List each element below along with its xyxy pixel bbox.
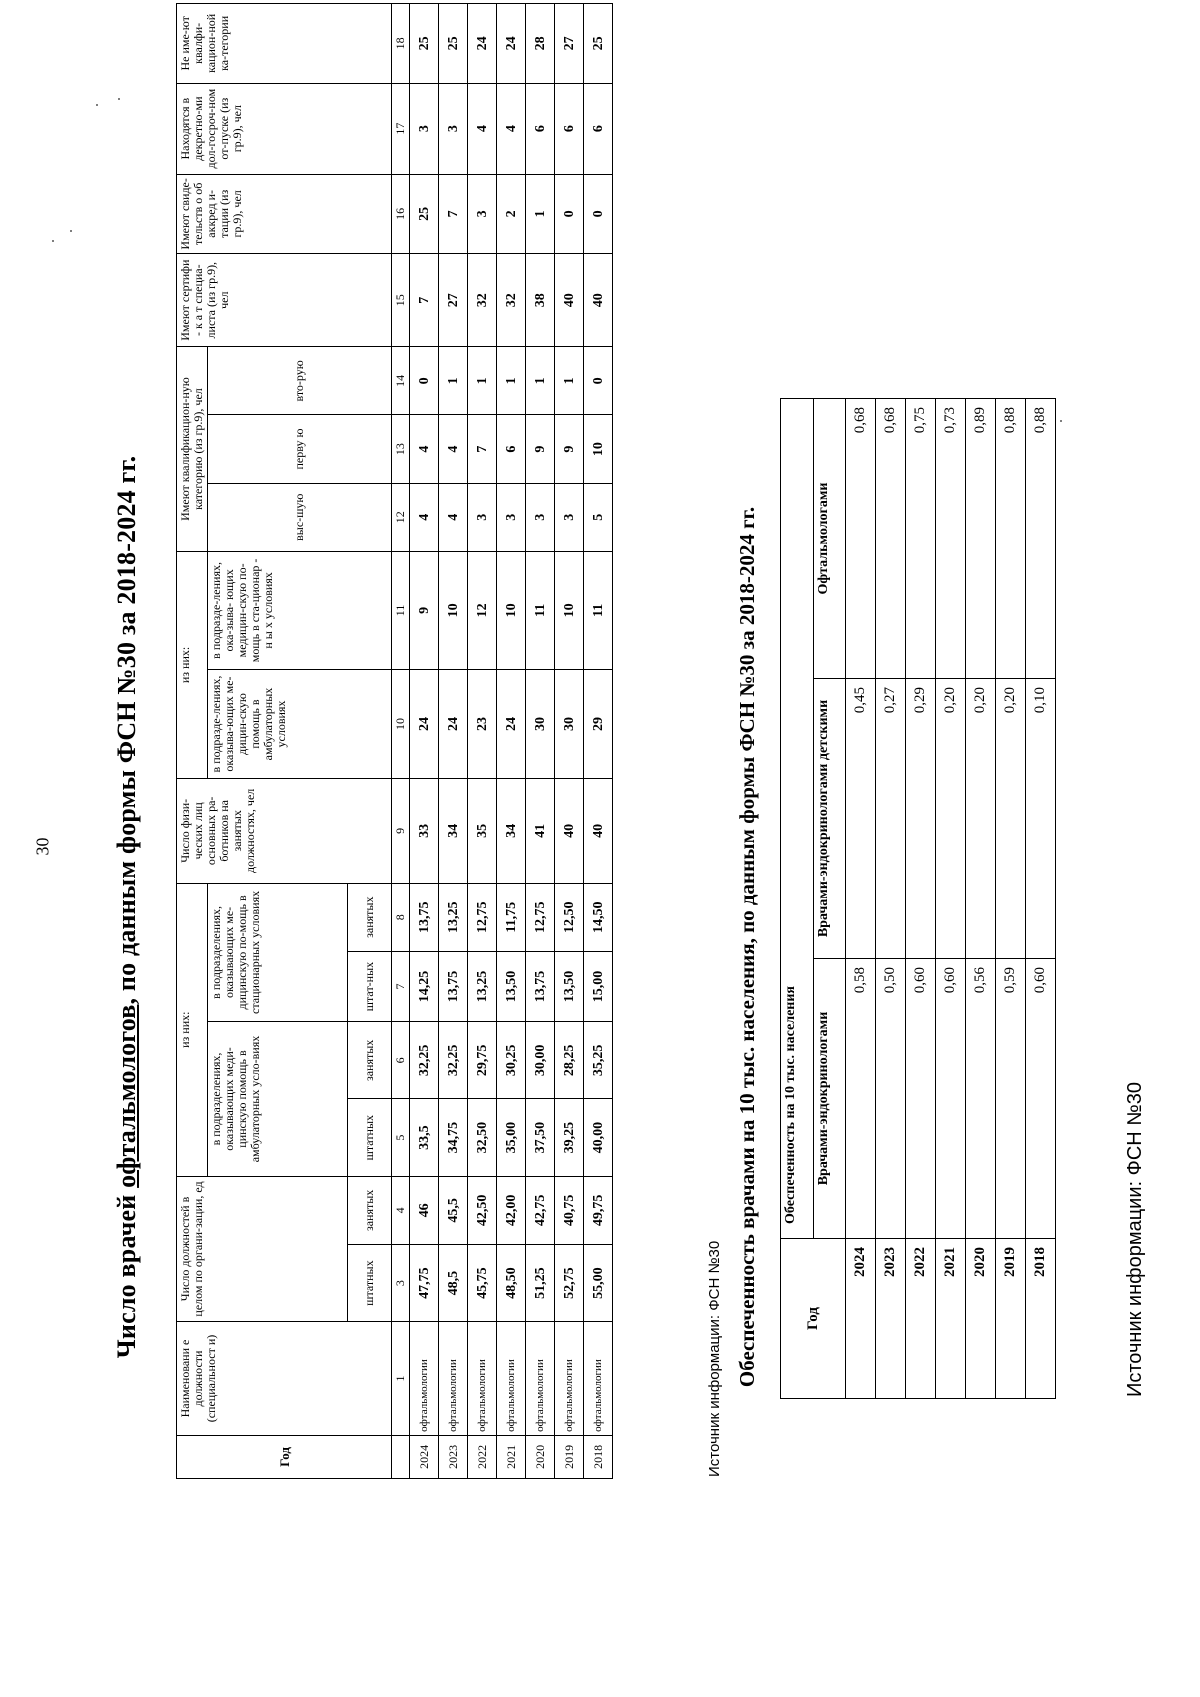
header-staff: штатных [348, 1099, 392, 1176]
col-number: 18 [392, 4, 410, 84]
table-cell-c8: 11,75 [497, 883, 526, 951]
t2-cell-year: 2020 [966, 1239, 996, 1399]
table-cell-c17: 4 [497, 83, 526, 174]
table-cell-name: офтальмологии [497, 1322, 526, 1436]
table-row [1026, 398, 1056, 1398]
header-accreditation: Имеют свиде-тельств о об аккред и-тации (из гр.9), чел [177, 174, 392, 254]
table-cell-c10: 30 [526, 669, 555, 778]
header-highest: выс-шую [208, 483, 392, 551]
table-cell-c16: 2 [497, 174, 526, 254]
table-cell-c18: 25 [439, 4, 468, 84]
table-cell-year: 2022 [468, 1435, 497, 1478]
header-of-them-1: из них: [177, 883, 208, 1176]
table-cell-c6: 30,00 [526, 1022, 555, 1099]
table-cell-c14: 1 [526, 347, 555, 415]
header-qualification: Имеют квалификацион-ную категорию (из гр.9), чел [177, 347, 208, 552]
table-cell-c11: 10 [497, 551, 526, 669]
t2-cell-v2: 0,29 [906, 679, 936, 959]
table-cell-c9: 35 [468, 779, 497, 884]
table-cell-c12: 3 [468, 483, 497, 551]
table-cell-c5: 35,00 [497, 1099, 526, 1176]
table-cell-c18: 24 [497, 4, 526, 84]
header-occupied: занятых [348, 883, 392, 951]
table-cell-c12: 5 [584, 483, 613, 551]
t2-header-endocrinologists: Врачами-эндокринологами [813, 959, 846, 1239]
header-staff: штатных [348, 1244, 392, 1321]
table-cell-c8: 14,50 [584, 883, 613, 951]
col-number: 7 [392, 951, 410, 1021]
table-cell-c15: 32 [468, 254, 497, 347]
table-cell-c8: 12,75 [526, 883, 555, 951]
table-cell-c7: 15,00 [584, 951, 613, 1021]
table-cell-c10: 23 [468, 669, 497, 778]
document-title [112, 257, 142, 1557]
col-number: 17 [392, 83, 410, 174]
table-cell-c8: 13,75 [410, 883, 439, 951]
table-cell-c6: 28,25 [555, 1022, 584, 1099]
table-cell-name: офтальмологии [555, 1322, 584, 1436]
table-cell-c5: 39,25 [555, 1099, 584, 1176]
table-cell-c6: 29,75 [468, 1022, 497, 1099]
t2-cell-v2: 0,10 [1026, 679, 1056, 959]
table-cell-c3: 45,75 [468, 1244, 497, 1321]
table-cell-year: 2018 [584, 1435, 613, 1478]
table-cell-c11: 12 [468, 551, 497, 669]
table-cell-c6: 30,25 [497, 1022, 526, 1099]
table-cell-c15: 7 [410, 254, 439, 347]
table-cell-c4: 45,5 [439, 1176, 468, 1244]
t2-cell-v2: 0,45 [846, 679, 876, 959]
col-number: 8 [392, 883, 410, 951]
title-prefix: Число врачей [112, 1187, 141, 1359]
table-cell-c15: 40 [555, 254, 584, 347]
table-cell-c11: 10 [439, 551, 468, 669]
t2-cell-year: 2022 [906, 1239, 936, 1399]
t2-cell-v1: 0,60 [1026, 959, 1056, 1239]
table-cell-c6: 32,25 [410, 1022, 439, 1099]
table-cell-c17: 6 [584, 83, 613, 174]
table-cell-c4: 42,00 [497, 1176, 526, 1244]
table-cell-c12: 4 [410, 483, 439, 551]
table-row [906, 398, 936, 1398]
table-cell-c14: 1 [497, 347, 526, 415]
t2-header-child-endocrinologists: Врачами-эндокринологами детскими [813, 679, 846, 959]
column-number-row [392, 4, 410, 1479]
table-cell-c7: 13,75 [526, 951, 555, 1021]
table-cell-c13: 6 [497, 415, 526, 483]
header-inpatient-1: в подразделениях, оказывающих ме-дицинскую по-мощь в стационарных условиях [208, 883, 348, 1022]
table-cell-c13: 9 [555, 415, 584, 483]
table-cell-c17: 6 [555, 83, 584, 174]
table-cell-c11: 11 [584, 551, 613, 669]
table-row [555, 4, 584, 1479]
table-cell-c11: 10 [555, 551, 584, 669]
table-cell-c17: 3 [439, 83, 468, 174]
table-cell-c11: 9 [410, 551, 439, 669]
t2-header-group: Обеспеченность на 10 тыс. населения [781, 398, 814, 1238]
col-number: 4 [392, 1176, 410, 1244]
t2-header-year: Год [781, 1239, 846, 1399]
col-number: 6 [392, 1022, 410, 1099]
t2-cell-v1: 0,56 [966, 959, 996, 1239]
table-cell-c18: 28 [526, 4, 555, 84]
table-cell-c3: 52,75 [555, 1244, 584, 1321]
t2-cell-v1: 0,50 [876, 959, 906, 1239]
table-cell-c16: 1 [526, 174, 555, 254]
table-cell-year: 2019 [555, 1435, 584, 1478]
table-cell-c4: 49,75 [584, 1176, 613, 1244]
header-ambulatory-2: в подразде-лениях, оказыва-ющих ме-дицин-скую помощь в амбулаторных условиях [208, 669, 392, 778]
table-cell-year: 2020 [526, 1435, 555, 1478]
t2-cell-v2: 0,20 [936, 679, 966, 959]
table-cell-c15: 38 [526, 254, 555, 347]
table-cell-c14: 0 [410, 347, 439, 415]
header-no-category: Не име-ют квалфи-кацион-ной ка-тегории [177, 4, 392, 84]
t2-cell-year: 2024 [846, 1239, 876, 1399]
table-cell-c3: 48,50 [497, 1244, 526, 1321]
header-year: Год [177, 1435, 392, 1478]
table-cell-name: офтальмологии [439, 1322, 468, 1436]
t2-cell-v1: 0,60 [906, 959, 936, 1239]
table-cell-c3: 51,25 [526, 1244, 555, 1321]
col-number: 14 [392, 347, 410, 415]
table-cell-c17: 4 [468, 83, 497, 174]
source-note-1: Источник информации: ФСН №30 [706, 1240, 723, 1477]
table-cell-c9: 33 [410, 779, 439, 884]
table-row [876, 398, 906, 1398]
table-cell-c5: 33,5 [410, 1099, 439, 1176]
table-cell-c7: 13,25 [468, 951, 497, 1021]
table-cell-c4: 42,50 [468, 1176, 497, 1244]
table-cell-c7: 13,50 [555, 951, 584, 1021]
table-cell-c5: 34,75 [439, 1099, 468, 1176]
table-row [439, 4, 468, 1479]
table-cell-c3: 48,5 [439, 1244, 468, 1321]
table-cell-name: офтальмологии [410, 1322, 439, 1436]
col-number: 3 [392, 1244, 410, 1321]
t2-cell-v3: 0,89 [966, 398, 996, 678]
t2-header-ophthalmologists: Офтальмологами [813, 398, 846, 678]
table-cell-year: 2021 [497, 1435, 526, 1478]
header-ambulatory-1: в подразделениях, оказывающих меди-цинскую помощь в амбулаторных усло-виях [208, 1022, 348, 1177]
t2-cell-year: 2021 [936, 1239, 966, 1399]
header-inpatient-2: в подразде-лениях, ока-зыва- ющих медицин-скую по-мощь в ста-ционар - н ы х условиях [208, 551, 392, 669]
header-maternity-leave: Находятся в декретно-ми дол-госроч-ном от-пуске (из гр.9), чел [177, 83, 392, 174]
col-number: 9 [392, 779, 410, 884]
header-occupied: занятых [348, 1022, 392, 1099]
table-cell-c5: 32,50 [468, 1099, 497, 1176]
table-cell-name: офтальмологии [584, 1322, 613, 1436]
table-cell-name: офтальмологии [468, 1322, 497, 1436]
table-cell-c9: 41 [526, 779, 555, 884]
table-cell-c10: 24 [439, 669, 468, 778]
header-first: перву ю [208, 415, 392, 483]
table-cell-c9: 40 [584, 779, 613, 884]
table-row [468, 4, 497, 1479]
table-row [526, 4, 555, 1479]
header-staff-short: штат-ных [348, 951, 392, 1021]
table-cell-c16: 25 [410, 174, 439, 254]
table-cell-c13: 9 [526, 415, 555, 483]
table-cell-c15: 32 [497, 254, 526, 347]
header-of-them-2: из них: [177, 551, 208, 778]
table-cell-year: 2023 [439, 1435, 468, 1478]
page-number: 30 [32, 837, 53, 856]
table-cell-c5: 37,50 [526, 1099, 555, 1176]
table-cell-c17: 6 [526, 83, 555, 174]
table-cell-c18: 27 [555, 4, 584, 84]
table-cell-c6: 35,25 [584, 1022, 613, 1099]
table-cell-c3: 47,75 [410, 1244, 439, 1321]
table-cell-c13: 10 [584, 415, 613, 483]
table-cell-c3: 55,00 [584, 1244, 613, 1321]
table-cell-c10: 24 [497, 669, 526, 778]
header-second: вто-рую [208, 347, 392, 415]
provision-title: Обеспеченность врачами на 10 тыс. населения, по данным формы ФСН №30 за 2018-2024 гг. [735, 506, 759, 1388]
table-cell-c18: 25 [584, 4, 613, 84]
provision-table-body [846, 398, 1056, 1398]
table-cell-c12: 3 [497, 483, 526, 551]
provision-table [780, 398, 1056, 1399]
table-cell-c15: 40 [584, 254, 613, 347]
col-number: 15 [392, 254, 410, 347]
col-number: 13 [392, 415, 410, 483]
t2-cell-v3: 0,75 [906, 398, 936, 678]
table-cell-c9: 40 [555, 779, 584, 884]
table-cell-c16: 3 [468, 174, 497, 254]
table-cell-c16: 0 [555, 174, 584, 254]
header-physical-persons: Число физи-ческих лиц основных ра-ботников на занятых должностях, чел [177, 779, 392, 884]
table-cell-c16: 7 [439, 174, 468, 254]
table-cell-c14: 1 [468, 347, 497, 415]
table-cell-c7: 13,50 [497, 951, 526, 1021]
table-cell-c12: 3 [555, 483, 584, 551]
table-row [497, 4, 526, 1479]
table-cell-c14: 1 [439, 347, 468, 415]
table-cell-c5: 40,00 [584, 1099, 613, 1176]
table-cell-c8: 12,50 [555, 883, 584, 951]
table-row [966, 398, 996, 1398]
table-cell-c14: 1 [555, 347, 584, 415]
table-cell-year: 2024 [410, 1435, 439, 1478]
t2-cell-v2: 0,20 [966, 679, 996, 959]
table-cell-c10: 30 [555, 669, 584, 778]
table-cell-c10: 24 [410, 669, 439, 778]
t2-cell-v3: 0,68 [846, 398, 876, 678]
table-cell-c10: 29 [584, 669, 613, 778]
t2-cell-v3: 0,73 [936, 398, 966, 678]
header-position-name: Наименовани е должности (специальност и) [177, 1322, 392, 1436]
col-number: 12 [392, 483, 410, 551]
t2-cell-v1: 0,59 [996, 959, 1026, 1239]
table-cell-c13: 4 [439, 415, 468, 483]
table-cell-c14: 0 [584, 347, 613, 415]
t2-cell-v2: 0,20 [996, 679, 1026, 959]
t2-cell-v3: 0,68 [876, 398, 906, 678]
t2-cell-year: 2018 [1026, 1239, 1056, 1399]
table-cell-c17: 3 [410, 83, 439, 174]
table-cell-c8: 13,25 [439, 883, 468, 951]
table-cell-c4: 42,75 [526, 1176, 555, 1244]
col-number: 10 [392, 669, 410, 778]
t2-cell-v1: 0,58 [846, 959, 876, 1239]
table-cell-name: офтальмологии [526, 1322, 555, 1436]
table-cell-c18: 25 [410, 4, 439, 84]
t2-cell-v1: 0,60 [936, 959, 966, 1239]
table-cell-c16: 0 [584, 174, 613, 254]
table-cell-c15: 27 [439, 254, 468, 347]
physicians-table-body [410, 4, 613, 1479]
table-cell-c8: 12,75 [468, 883, 497, 951]
table-cell-c13: 7 [468, 415, 497, 483]
col-number: 11 [392, 551, 410, 669]
header-positions-total: Число должностей в целом по органи-зации, ед [177, 1176, 348, 1321]
col-number: 16 [392, 174, 410, 254]
table-cell-c7: 13,75 [439, 951, 468, 1021]
table-row [584, 4, 613, 1479]
table-row [410, 4, 439, 1479]
table-cell-c13: 4 [410, 415, 439, 483]
table-cell-c7: 14,25 [410, 951, 439, 1021]
t2-cell-v2: 0,27 [876, 679, 906, 959]
table-cell-c12: 3 [526, 483, 555, 551]
table-cell-c18: 24 [468, 4, 497, 84]
title-suffix: , по данным формы ФСН №30 за 2018-2024 гг. [112, 455, 141, 1005]
table-cell-c4: 40,75 [555, 1176, 584, 1244]
source-note-2: Источник информации: ФСН №30 [1124, 1082, 1146, 1397]
table-cell-c4: 46 [410, 1176, 439, 1244]
table-cell-c9: 34 [497, 779, 526, 884]
physicians-count-table [176, 3, 613, 1479]
table-cell-c6: 32,25 [439, 1022, 468, 1099]
t2-cell-year: 2019 [996, 1239, 1026, 1399]
col-number: 1 [392, 1322, 410, 1436]
header-occupied: занятых [348, 1176, 392, 1244]
table-row [936, 398, 966, 1398]
header-certificate: Имеют сертифи - к а т специа-листа (из гр.9), чел [177, 254, 392, 347]
table-row [846, 398, 876, 1398]
t2-cell-v3: 0,88 [996, 398, 1026, 678]
title-underlined: офтальмологов [112, 1004, 141, 1188]
table-row [996, 398, 1026, 1398]
col-number: 5 [392, 1099, 410, 1176]
table-cell-c11: 11 [526, 551, 555, 669]
t2-cell-year: 2023 [876, 1239, 906, 1399]
table-cell-c12: 4 [439, 483, 468, 551]
table-cell-c9: 34 [439, 779, 468, 884]
t2-cell-v3: 0,88 [1026, 398, 1056, 678]
